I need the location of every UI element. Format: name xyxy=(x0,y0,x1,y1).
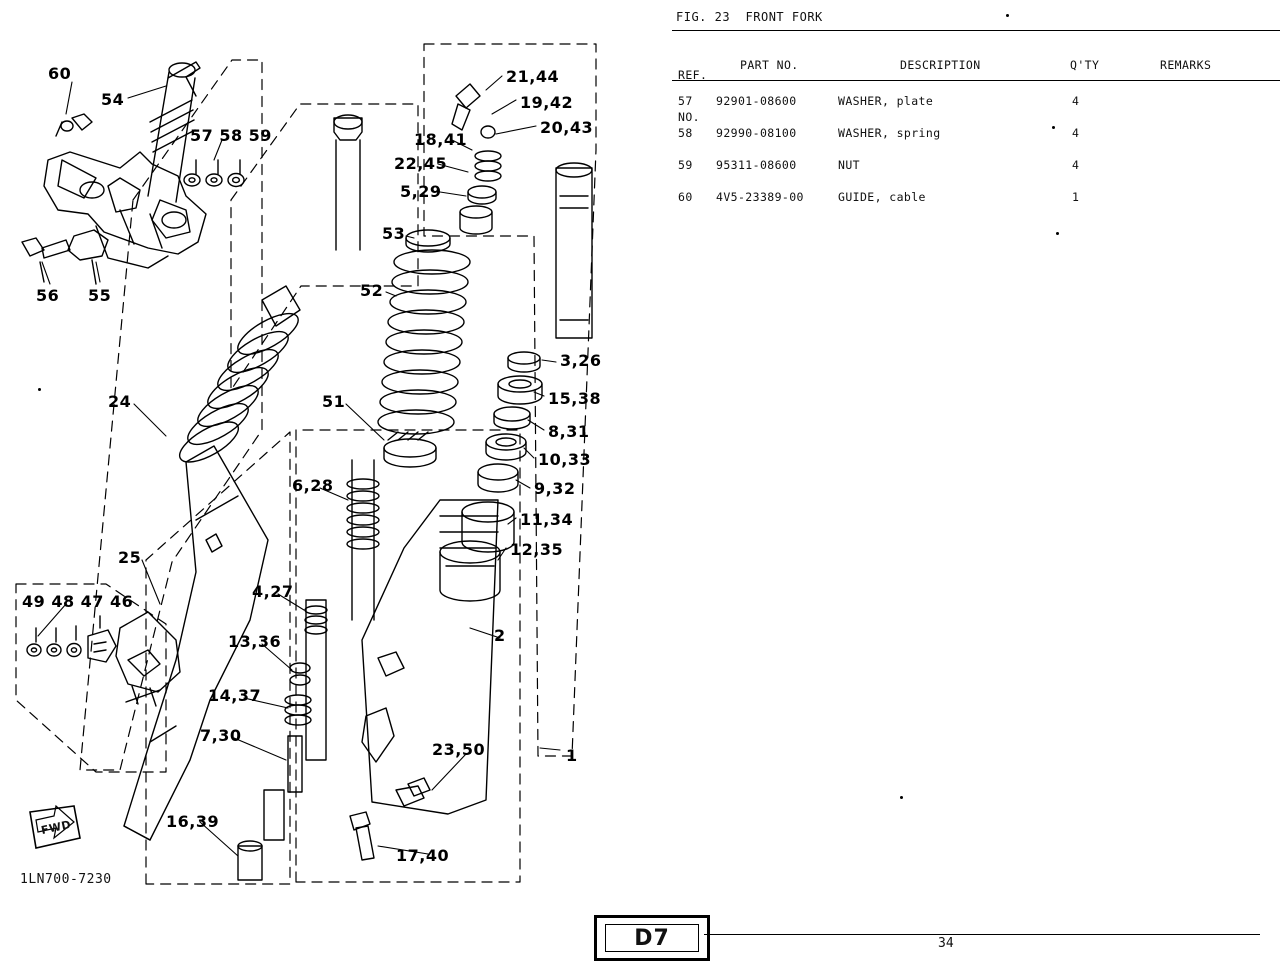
cell-ref-no: 57 xyxy=(678,94,693,108)
table-row xyxy=(672,94,1280,124)
callout-20-43: 20,43 xyxy=(540,118,594,137)
callout-18-41: 18,41 xyxy=(414,130,468,149)
callout-4-27: 4,27 xyxy=(252,582,294,601)
callout-9-32: 9,32 xyxy=(534,479,576,498)
scan-artifact xyxy=(900,796,903,799)
parts-table xyxy=(672,0,1280,230)
callout-17-40: 17,40 xyxy=(396,846,450,865)
column-header-ref-no-line2: NO. xyxy=(678,110,700,124)
scan-artifact xyxy=(1006,14,1009,17)
scan-artifact xyxy=(1052,126,1055,129)
cell-ref-no: 58 xyxy=(678,126,693,140)
callout-22-45: 22,45 xyxy=(394,154,448,173)
cell-qty: 4 xyxy=(1072,126,1080,140)
cell-ref-no: 60 xyxy=(678,190,693,204)
callout-13-36: 13,36 xyxy=(228,632,282,651)
figure-title: FIG. 23 FRONT FORK xyxy=(676,10,823,24)
footer-rule xyxy=(704,934,1260,935)
column-header-ref-no-line1: REF. xyxy=(678,68,708,82)
page-number: 34 xyxy=(938,936,954,951)
column-header-remarks: REMARKS xyxy=(1160,58,1212,72)
callout-52: 52 xyxy=(360,281,384,300)
callout-57-58-59: 57 58 59 xyxy=(190,126,272,145)
callout-12-35: 12,35 xyxy=(510,540,564,559)
callout-51: 51 xyxy=(322,392,346,411)
section-code-box xyxy=(594,915,710,961)
cell-qty: 4 xyxy=(1072,158,1080,172)
scan-artifact xyxy=(1056,232,1059,235)
cell-description: WASHER, spring xyxy=(838,126,941,140)
cell-qty: 1 xyxy=(1072,190,1080,204)
cell-description: GUIDE, cable xyxy=(838,190,926,204)
callout-23-50: 23,50 xyxy=(432,740,486,759)
column-header-qty: Q'TY xyxy=(1070,58,1100,72)
callout-2: 2 xyxy=(494,626,506,645)
table-row xyxy=(672,158,1280,188)
cell-qty: 4 xyxy=(1072,94,1080,108)
callout-8-31: 8,31 xyxy=(548,422,590,441)
cell-part-no: 92990-08100 xyxy=(716,126,797,140)
callout-6-28: 6,28 xyxy=(292,476,334,495)
table-top-rule xyxy=(672,30,1280,31)
callout-14-37: 14,37 xyxy=(208,686,262,705)
callout-21-44: 21,44 xyxy=(506,67,560,86)
table-row xyxy=(672,190,1280,220)
callout-5-29: 5,29 xyxy=(400,182,442,201)
cell-ref-no: 59 xyxy=(678,158,693,172)
cell-description: NUT xyxy=(838,158,860,172)
callout-56: 56 xyxy=(36,286,60,305)
callout-1: 1 xyxy=(566,746,578,765)
drawing-number: 1LN700-7230 xyxy=(20,872,112,887)
callout-19-42: 19,42 xyxy=(520,93,574,112)
callout-15-38: 15,38 xyxy=(548,389,602,408)
cell-part-no: 92901-08600 xyxy=(716,94,797,108)
column-header-description: DESCRIPTION xyxy=(900,58,981,72)
callout-25: 25 xyxy=(118,548,142,567)
callout-60: 60 xyxy=(48,64,72,83)
cell-part-no: 95311-08600 xyxy=(716,158,797,172)
callout-53: 53 xyxy=(382,224,406,243)
callout-10-33: 10,33 xyxy=(538,450,592,469)
column-header-part-no: PART NO. xyxy=(740,58,799,72)
callout-7-30: 7,30 xyxy=(200,726,242,745)
fwd-label: FWD xyxy=(39,817,73,838)
callout-49-48-47-46: 49 48 47 46 xyxy=(22,592,134,611)
callout-16-39: 16,39 xyxy=(166,812,220,831)
callout-11-34: 11,34 xyxy=(520,510,574,529)
fwd-direction-badge xyxy=(28,806,84,854)
callout-55: 55 xyxy=(88,286,112,305)
callout-3-26: 3,26 xyxy=(560,351,602,370)
callout-24: 24 xyxy=(108,392,132,411)
callout-54: 54 xyxy=(101,90,125,109)
cell-part-no: 4V5-23389-00 xyxy=(716,190,804,204)
table-row xyxy=(672,126,1280,156)
table-header-rule xyxy=(672,80,1280,81)
cell-description: WASHER, plate xyxy=(838,94,934,108)
scan-artifact xyxy=(38,388,41,391)
section-code-label: D7 xyxy=(605,924,699,952)
